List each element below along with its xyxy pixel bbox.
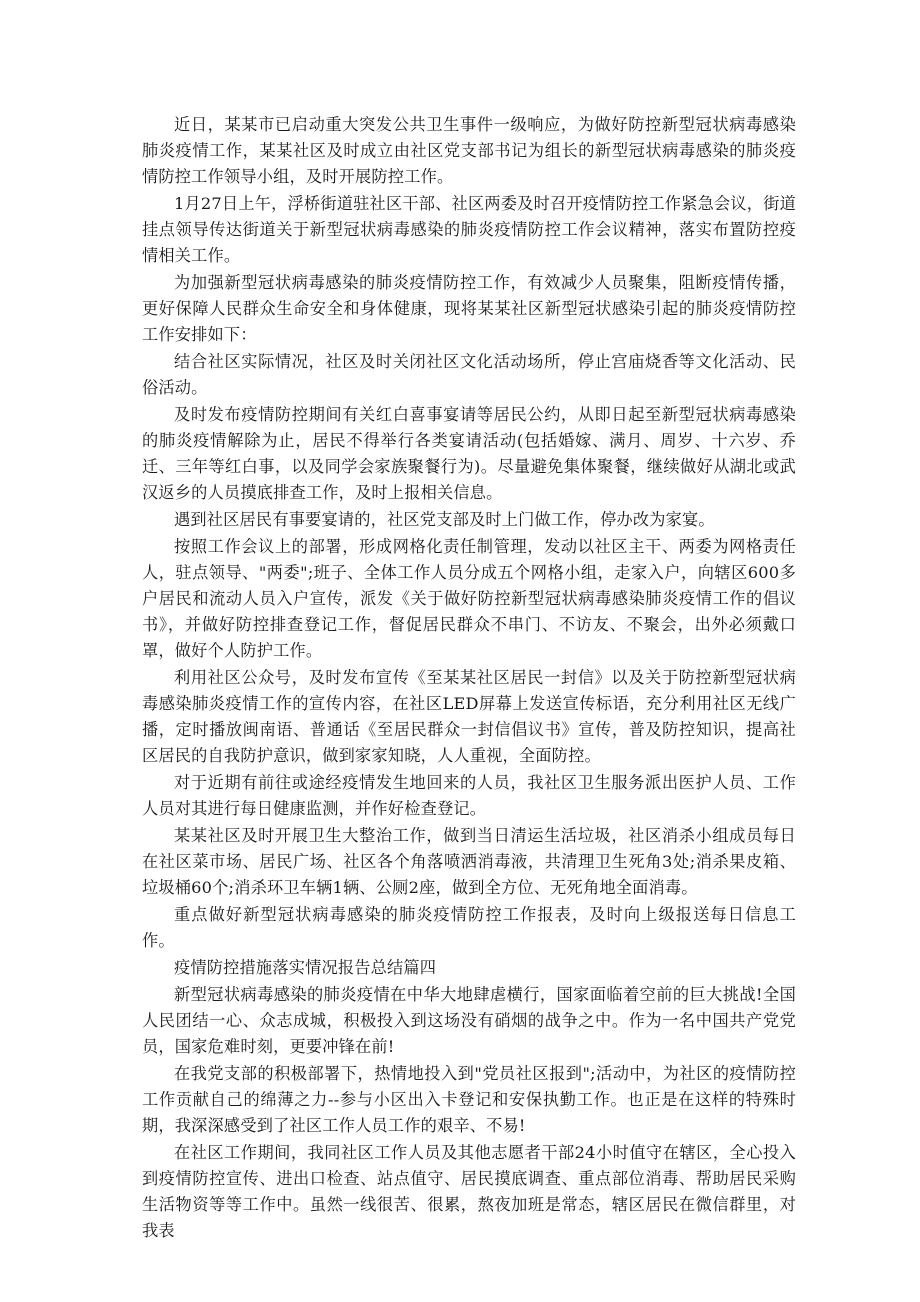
paragraph: 在社区工作期间，我同社区工作人员及其他志愿者干部24小时值守在辖区，全心投入到疫情防控宣传、进出口检查、站点值守、居民摸底调查、重点部位消毒、帮助居民采购生活物资等等工作中。虽然一线很苦、很累，熬夜加班是常态，辖区居民在微信群里，对我表 <box>142 1143 796 1240</box>
document-body <box>142 112 796 1245</box>
paragraph: 某某社区及时开展卫生大整治工作，做到当日清运生活垃圾，社区消杀小组成员每日在社区菜市场、居民广场、社区各个角落喷洒消毒液，共清理卫生死角3处;消杀果皮箱、垃圾桶60个;消杀环卫车辆1辆、公厕2座，做到全方位、无死角地全面消毒。 <box>142 826 796 897</box>
paragraph: 新型冠状病毒感染的肺炎疫情在中华大地肆虐横行，国家面临着空前的巨大挑战!全国人民团结一心、众志成城，积极投入到这场没有硝烟的战争之中。作为一名中国共产党党员，国家危难时刻，更要冲锋在前! <box>142 985 796 1056</box>
paragraph: 为加强新型冠状病毒感染的肺炎疫情防控工作，有效减少人员聚集，阻断疫情传播，更好保障人民群众生命安全和身体健康，现将某某社区新型冠状感染引起的肺炎疫情防控工作安排如下： <box>142 273 796 344</box>
paragraph: 1月27日上午，浮桥街道驻社区干部、社区两委及时召开疫情防控工作紧急会议，街道挂点领导传达街道关于新型冠状病毒感染的肺炎疫情防控工作会议精神，落实布置防控疫情相关工作。 <box>142 194 796 265</box>
paragraph: 近日，某某市已启动重大突发公共卫生事件一级响应，为做好防控新型冠状病毒感染肺炎疫情工作，某某社区及时成立由社区党支部书记为组长的新型冠状病毒感染的肺炎疫情防控工作领导小组，及时开展防控工作。 <box>142 115 796 186</box>
paragraph: 及时发布疫情防控期间有关红白喜事宴请等居民公约，从即日起至新型冠状病毒感染的肺炎疫情解除为止，居民不得举行各类宴请活动(包括婚嫁、满月、周岁、十六岁、乔迁、三年等红白事，以及同学会家族聚餐行为)。尽量避免集体聚餐，继续做好从湖北或武汉返乡的人员摸底排查工作，及时上报相关信息。 <box>142 405 796 502</box>
section-heading: 疫情防控措施落实情况报告总结篇四 <box>174 958 437 977</box>
paragraph: 遇到社区居民有事要宴请的，社区党支部及时上门做工作，停办改为家宴。 <box>174 510 715 529</box>
paragraph: 按照工作会议上的部署，形成网格化责任制管理，发动以社区主干、两委为网格责任人，驻点领导、"两委";班子、全体工作人员分成五个网格小组，走家入户，向辖区600多户居民和流动人员入户宣传，派发《关于做好防控新型冠状病毒感染肺炎疫情工作的倡议书》，并做好防控排查登记工作，督促居民群众不串门、不访友、不聚会，出外必须戴口罩，做好个人防护工作。 <box>142 537 796 660</box>
paragraph: 在我党支部的积极部署下，热情地投入到"党员社区报到";活动中，为社区的疫情防控工作贡献自己的绵薄之力--参与小区出入卡登记和安保执勤工作。也正是在这样的特殊时期，我深深感受到了社区工作人员工作的艰辛、不易! <box>142 1064 796 1135</box>
paragraph: 重点做好新型冠状病毒感染的肺炎疫情防控工作报表，及时向上级报送每日信息工作。 <box>142 905 796 950</box>
paragraph: 利用社区公众号，及时发布宣传《至某某社区居民一封信》以及关于防控新型冠状病毒感染肺炎疫情工作的宣传内容，在社区LED屏幕上发送宣传标语，充分利用社区无线广播，定时播放闽南语、普通话《至居民群众一封信倡议书》宣传，普及防控知识，提高社区居民的自我防护意识，做到家家知晓，人人重视，全面防控。 <box>142 668 796 765</box>
paragraph: 对于近期有前往或途经疫情发生地回来的人员，我社区卫生服务派出医护人员、工作人员对其进行每日健康监测，并作好检查登记。 <box>142 773 796 818</box>
paragraph: 结合社区实际情况，社区及时关闭社区文化活动场所，停止宫庙烧香等文化活动、民俗活动。 <box>142 352 796 397</box>
